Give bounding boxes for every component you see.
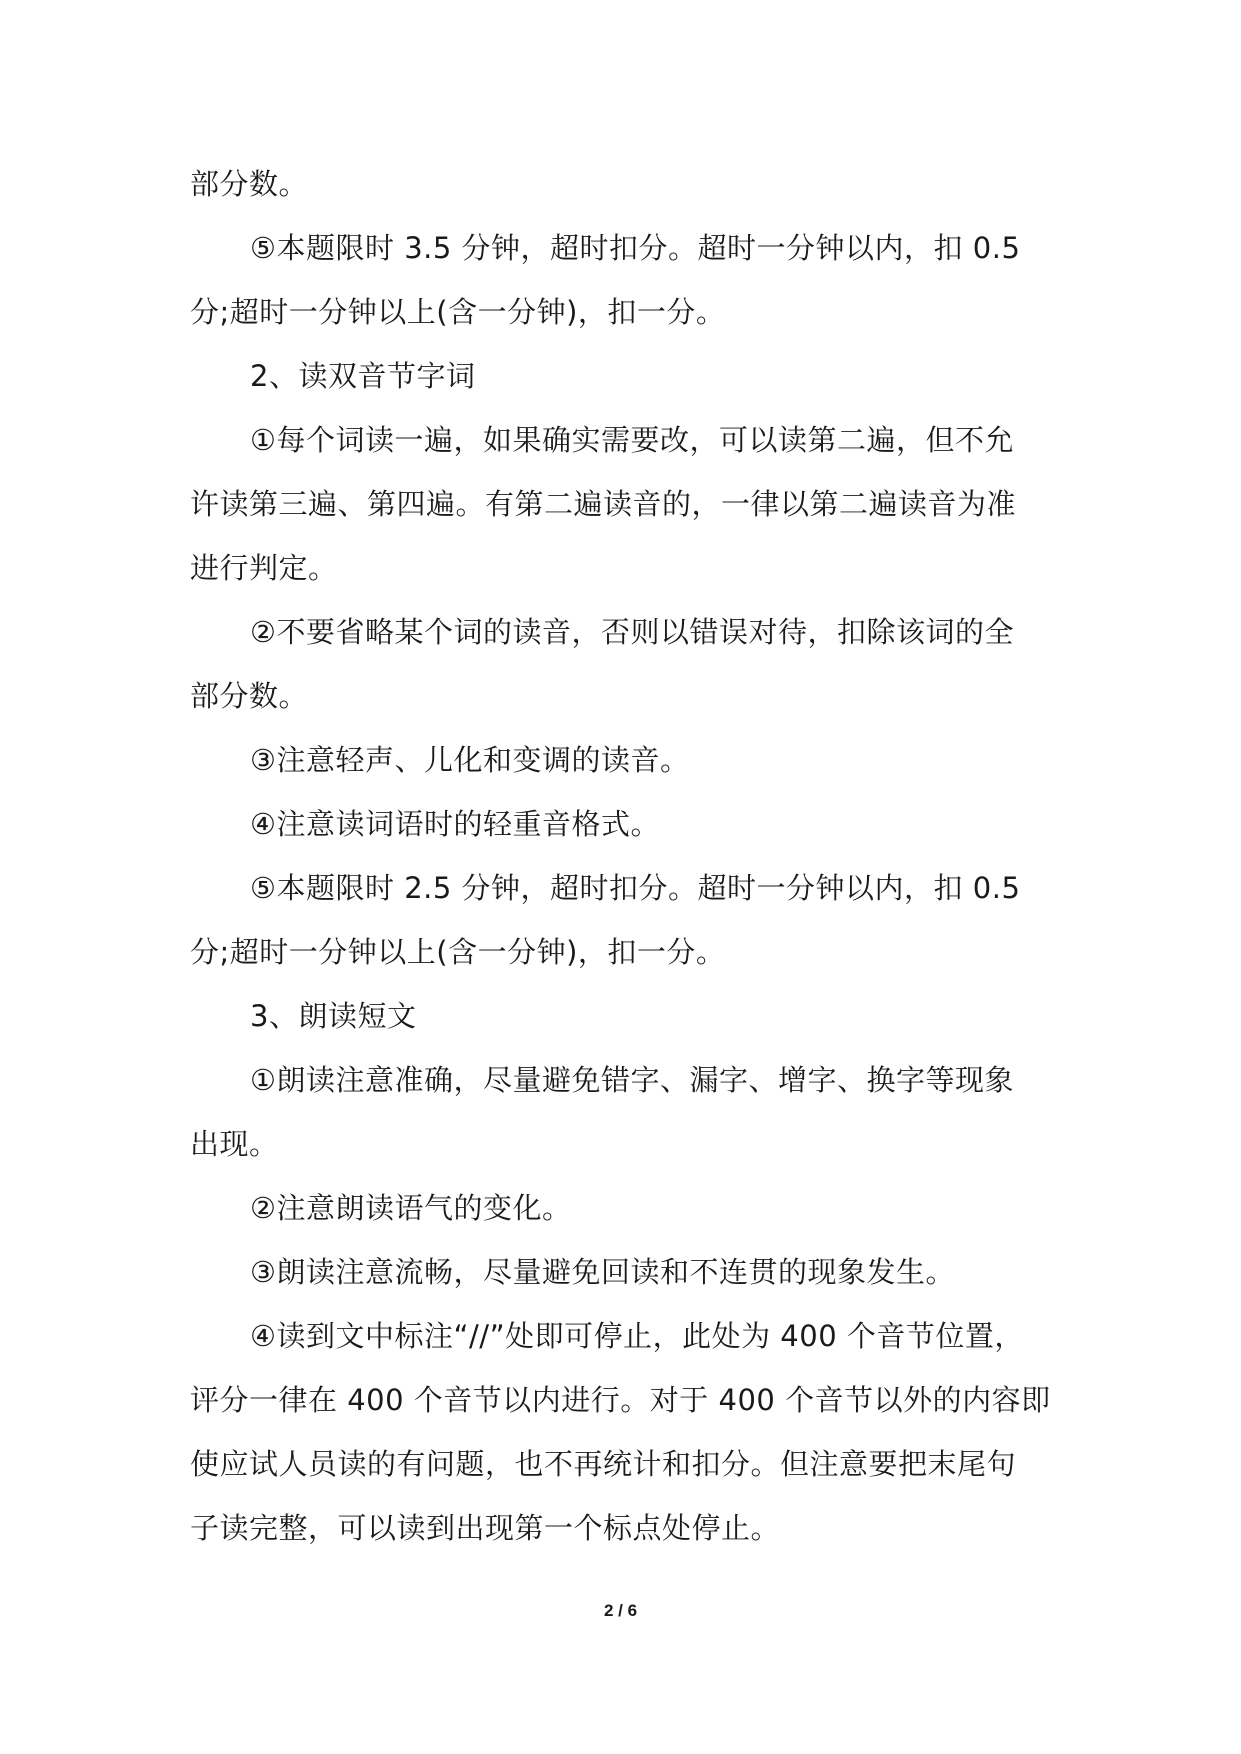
text-line: ①朗读注意准确，尽量避免错字、漏字、增字、换字等现象 xyxy=(250,1063,1014,1097)
text-line: 分;超时一分钟以上(含一分钟)，扣一分。 xyxy=(190,295,726,329)
text-line: ②注意朗读语气的变化。 xyxy=(250,1191,572,1225)
text-line: 部分数。 xyxy=(190,679,309,713)
text-line: 分;超时一分钟以上(含一分钟)，扣一分。 xyxy=(190,935,726,969)
page-number: 2 / 6 xyxy=(603,1601,638,1620)
text-line: ⑤本题限时 3.5 分钟，超时扣分。超时一分钟以内，扣 0.5 xyxy=(250,231,1021,265)
section-heading: 3、朗读短文 xyxy=(250,999,417,1033)
text-line: 使应试人员读的有问题，也不再统计和扣分。但注意要把末尾句 xyxy=(190,1447,1017,1481)
text-line: 部分数。 xyxy=(190,167,309,201)
text-line: 子读完整，可以读到出现第一个标点处停止。 xyxy=(190,1511,781,1545)
text-line: ①每个词读一遍，如果确实需要改，可以读第二遍，但不允 xyxy=(250,423,1014,457)
text-line: ③注意轻声、儿化和变调的读音。 xyxy=(250,743,690,777)
text-line: 出现。 xyxy=(190,1127,279,1161)
text-line: ⑤本题限时 2.5 分钟，超时扣分。超时一分钟以内，扣 0.5 xyxy=(250,871,1021,905)
text-line: ③朗读注意流畅，尽量避免回读和不连贯的现象发生。 xyxy=(250,1255,955,1289)
text-line: ②不要省略某个词的读音，否则以错误对待，扣除该词的全 xyxy=(250,615,1014,649)
text-line: 许读第三遍、第四遍。有第二遍读音的，一律以第二遍读音为准 xyxy=(190,487,1017,521)
text-line: ④读到文中标注“//”处即可停止，此处为 400 个音节位置， xyxy=(250,1319,1024,1353)
text-line: ④注意读词语时的轻重音格式。 xyxy=(250,807,660,841)
text-line: 进行判定。 xyxy=(190,551,338,585)
text-line: 评分一律在 400 个音节以内进行。对于 400 个音节以外的内容即 xyxy=(190,1383,1051,1417)
section-heading: 2、读双音节字词 xyxy=(250,359,476,393)
